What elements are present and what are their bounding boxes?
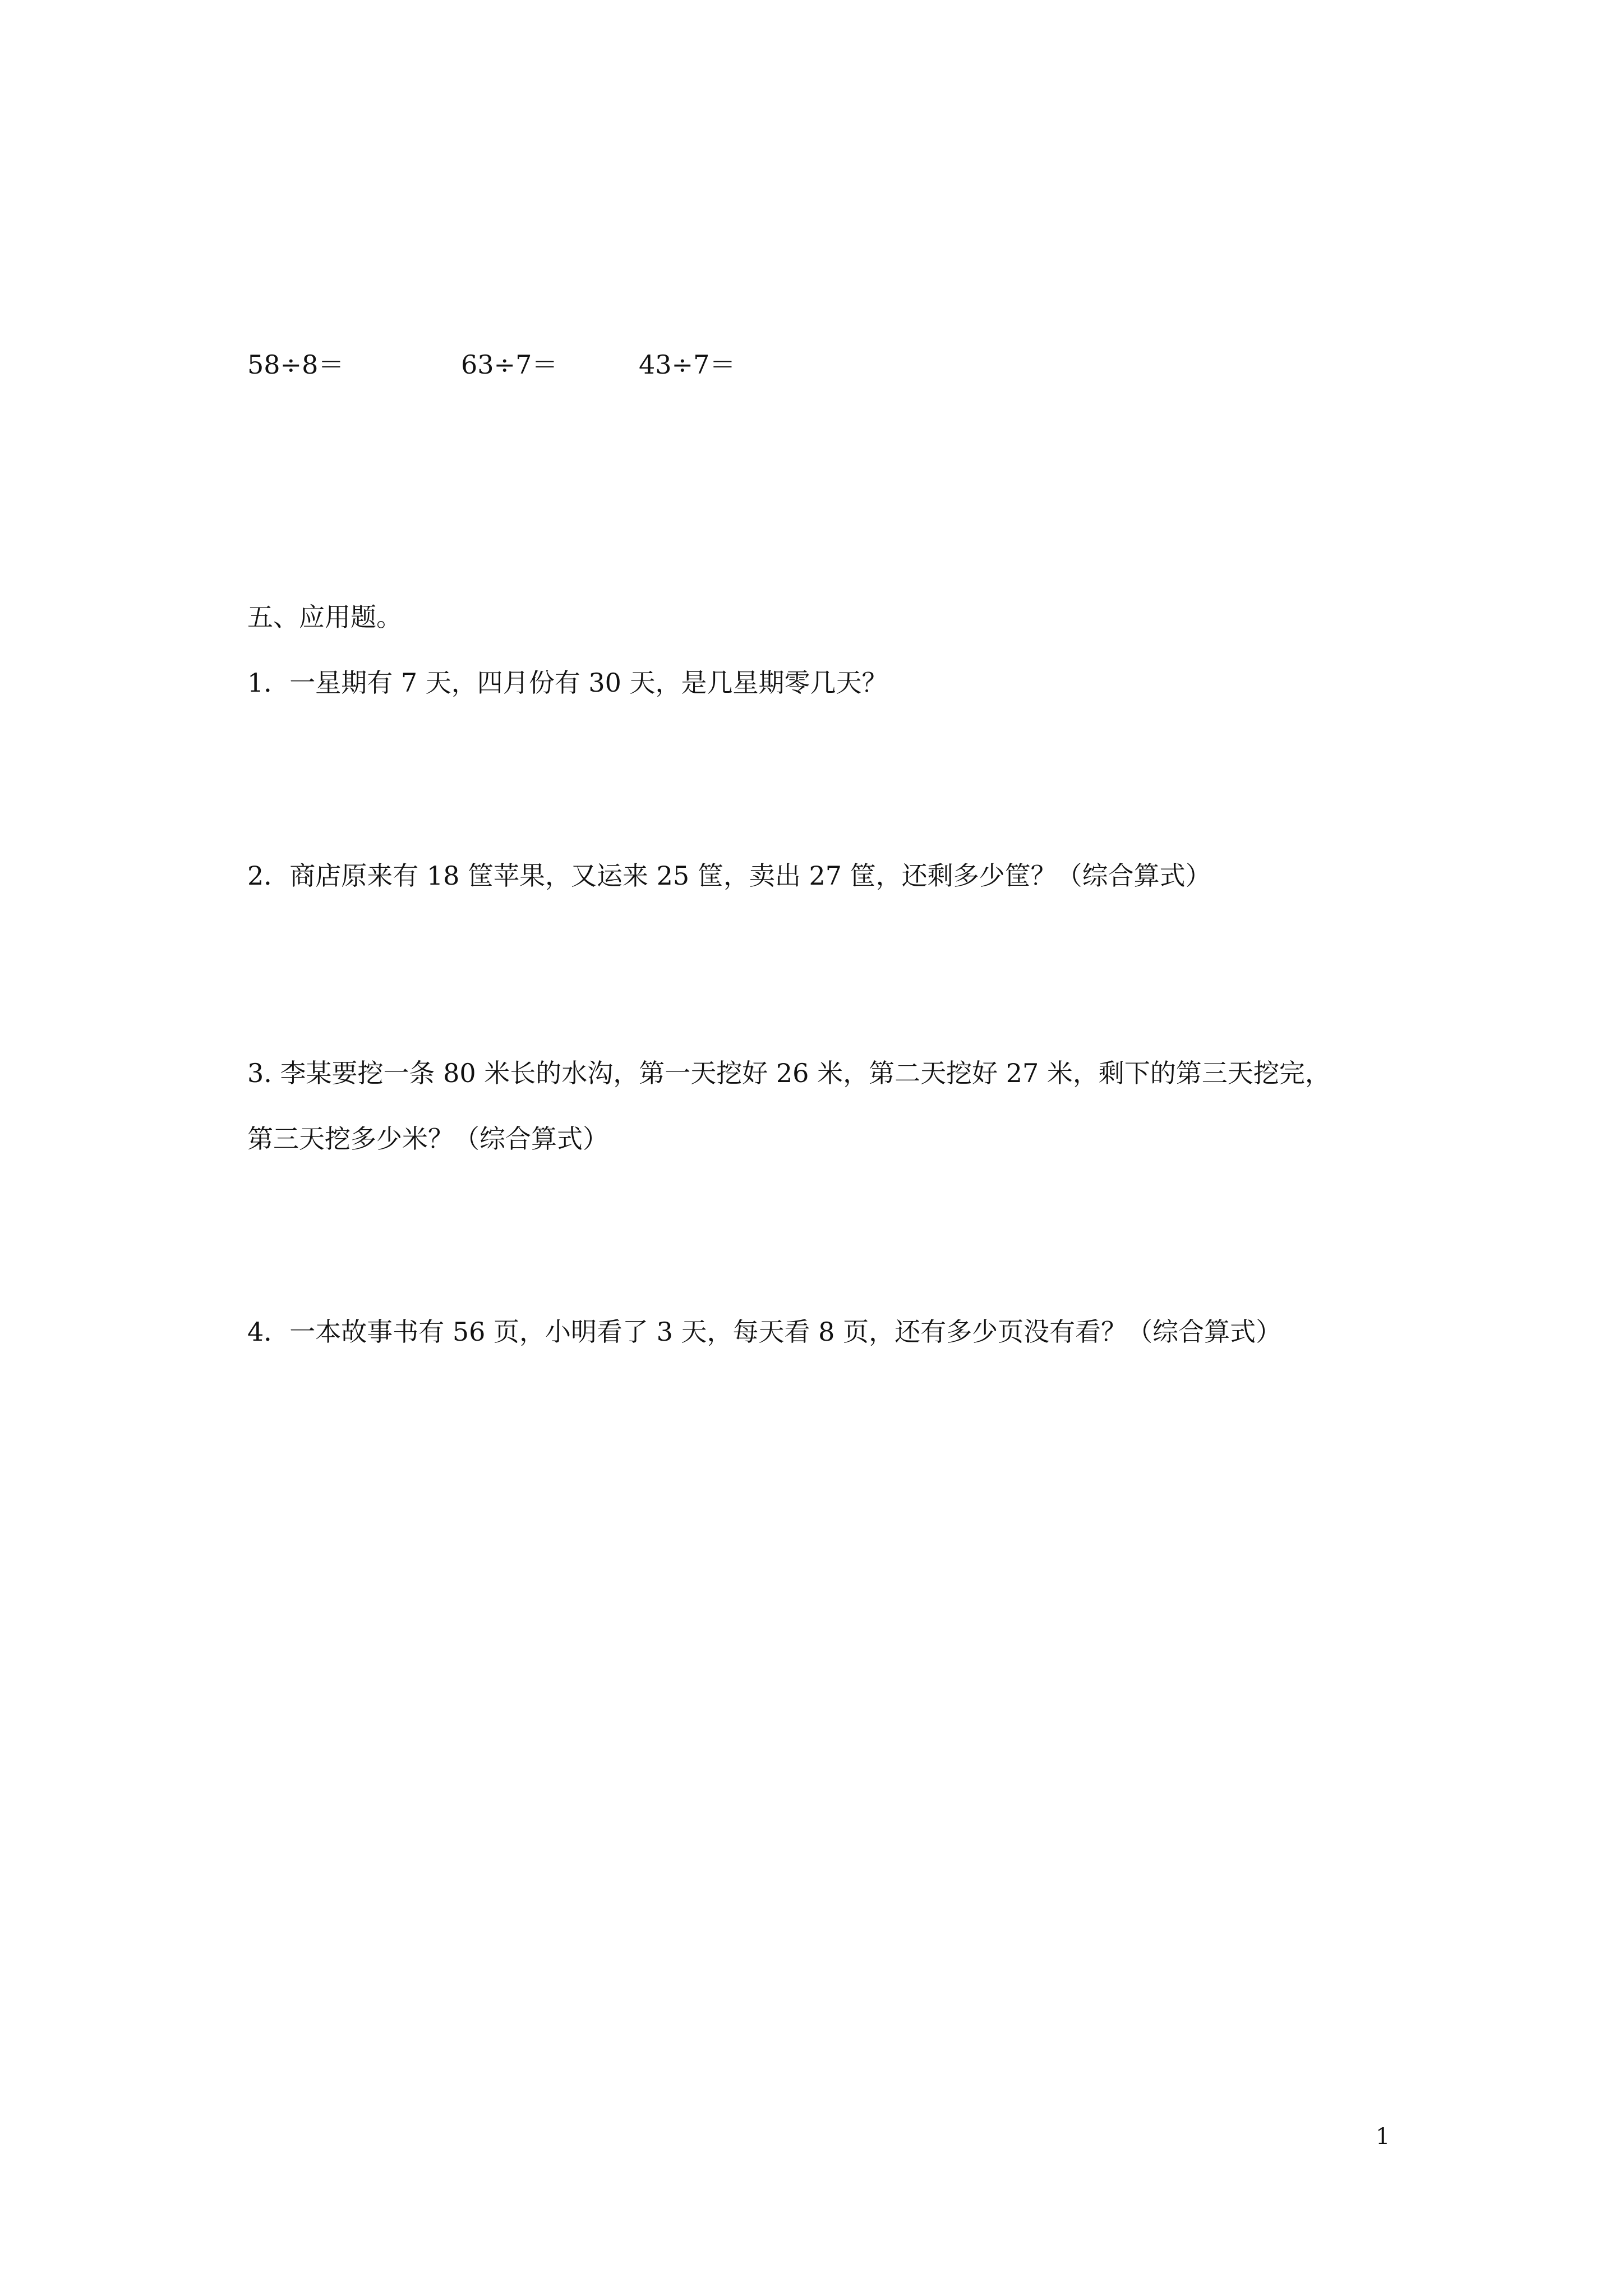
calculation-item: 63÷7＝ bbox=[461, 349, 558, 380]
section-heading: 五、应用题。 bbox=[247, 602, 402, 632]
calculation-item: 43÷7＝ bbox=[639, 349, 736, 380]
problem-3-line-2: 第三天挖多少米？（综合算式） bbox=[247, 1124, 608, 1154]
problem-4-line-1: 4．一本故事书有 56 页，小明看了 3 天，每天看 8 页，还有多少页没有看？（综合算式） bbox=[247, 1317, 1282, 1347]
calculation-item: 58÷8＝ bbox=[247, 349, 344, 380]
problem-2-line-1: 2．商店原来有 18 筐苹果，又运来 25 筐，卖出 27 筐，还剩多少筐？（综合算式） bbox=[247, 861, 1211, 891]
page-number: 1 bbox=[1376, 2124, 1390, 2150]
problem-3-line-1: 3. 李某要挖一条 80 米长的水沟，第一天挖好 26 米，第二天挖好 27 米，剩下的第三天挖完， bbox=[247, 1058, 1331, 1088]
problem-1-line-1: 1．一星期有 7 天，四月份有 30 天，是几星期零几天？ bbox=[247, 668, 888, 698]
